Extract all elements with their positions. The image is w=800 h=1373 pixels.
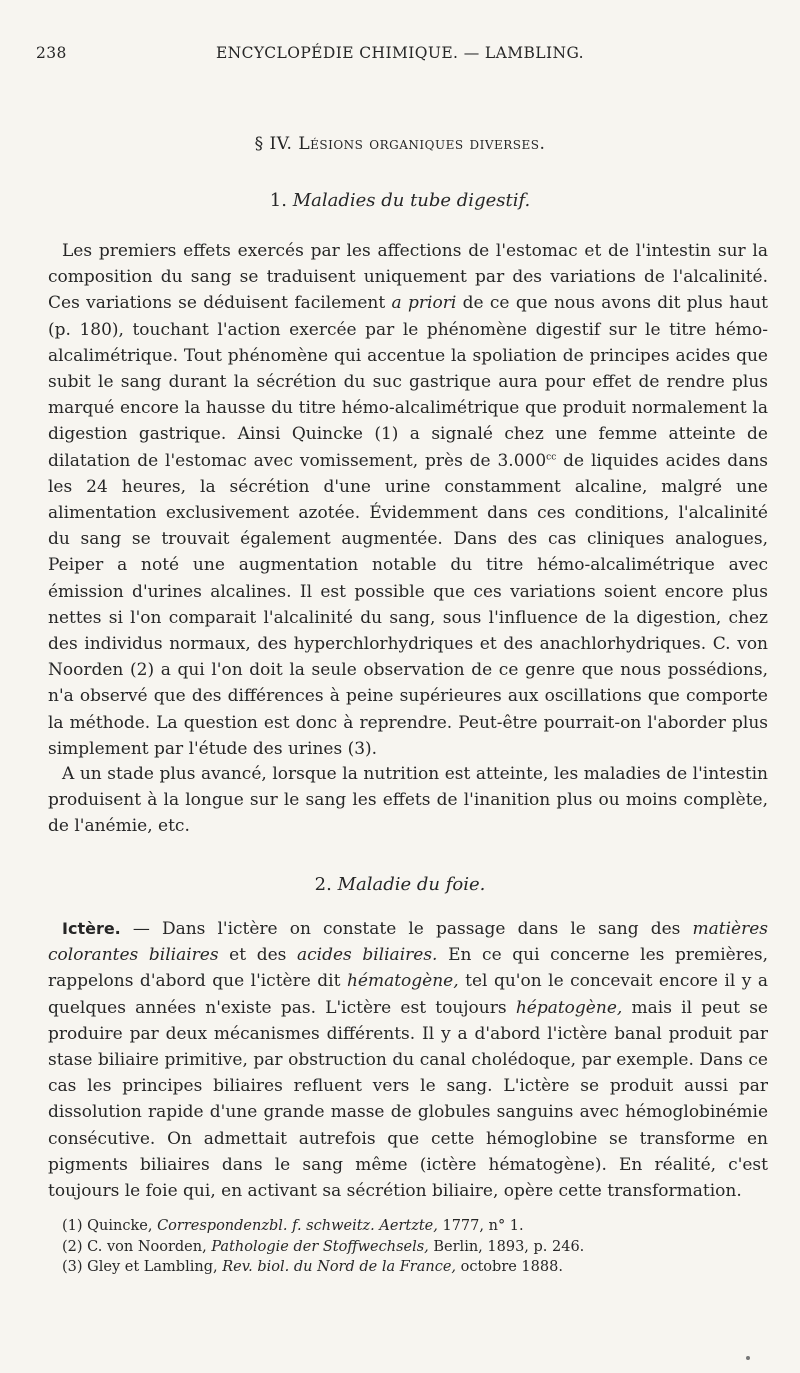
paragraph-3 xyxy=(48,916,768,1204)
text-run: Quincke, xyxy=(82,1218,158,1234)
paragraph-1 xyxy=(48,238,768,762)
paragraph-2 xyxy=(48,761,768,840)
italic-run: hématogène, xyxy=(346,971,459,992)
footnotes xyxy=(62,1216,762,1278)
section-heading xyxy=(0,134,800,154)
text-run: C. von Noorden, xyxy=(82,1238,212,1255)
text-run: — Dans l'ictère on constate le passage dans le sang des xyxy=(120,919,693,939)
footnote-number: (3) xyxy=(62,1259,83,1275)
subsection-heading-1 xyxy=(0,190,800,211)
text-run: de liquides acides dans les 24 heures, la sécrétion d'une urine constamment alcaline, malgré une alimentation exclusivement azotée. Évidemment dans ces conditions, l'alcalinité du sang se trouvait également augmentée. Dans des cas cliniques analogues, Peiper a noté une augmentation notable du titre hémo-alcalimétrique avec émission d'urines alcalines. Il est possible que ces variations soient encore plus nettes si l'on comparait l'alcalinité du sang, sous l'influence de la digestion, chez des individus normaux, des hyperchlorhydriques et des anachlorhydriques. C. von Noorden (2) a qui l'on doit la seule observation de ce genre que nous possédions, n'a observé que des différences à peine supérieures aux oscillations que comporte la méthode. La question est donc à reprendre. Peut-être pourrait-on l'aborder plus simplement par l'étude des urines (3). xyxy=(48,450,768,759)
text-run: 1777, n° 1. xyxy=(437,1218,524,1234)
text-run: Les premiers effets exercés par les affections de l'estomac et de l'intestin sur la composition du sang se traduisent uniquement par des variations de l'alcalinité. Ces variations se déduisent facilement xyxy=(48,241,768,314)
text-run: tel qu'on le concevait encore il y a quelques années n'existe pas. L'ictère est toujours xyxy=(48,971,768,1018)
subsection-heading-2 xyxy=(0,874,800,895)
subsection-number: 2. xyxy=(314,874,332,895)
italic-run: Correspondenzbl. f. schweitz. Aertzte, xyxy=(157,1218,438,1234)
subsection-title: Maladies du tube digestif. xyxy=(292,190,531,211)
page-number: 238 xyxy=(36,44,67,62)
text-run: mais il peut se produire par deux mécanismes différents. Il y a d'abord l'ictère banal produit par stase biliaire primitive, par obstruction du canal cholédoque, par exemple. Dans ce cas les principes biliaires refluent vers le sang. L'ictère se produit aussi par dissolution rapide d'une grande masse de globules sanguins avec hémoglobinémie consécutive. On admettait autrefois que cette hémoglobine se transforme en pigments biliaires dans le sang même (ictère hématogène). En réalité, c'est toujours le foie qui, en activant sa sécrétion biliaire, opère cette transformation. xyxy=(48,997,768,1202)
text-run: et des xyxy=(218,945,297,966)
ink-speck xyxy=(746,1356,750,1360)
italic-run: matières colorantes biliaires xyxy=(48,919,768,966)
footnote-number: (1) xyxy=(62,1218,83,1234)
footnote-number: (2) xyxy=(62,1238,83,1255)
italic-run: hépatogène, xyxy=(515,997,623,1018)
running-title: ENCYCLOPÉDIE CHIMIQUE. — LAMBLING. xyxy=(215,44,585,62)
text-run: octobre 1888. xyxy=(456,1259,563,1275)
footnote-3 xyxy=(62,1257,762,1278)
text-run: Berlin, 1893, p. 246. xyxy=(428,1238,585,1255)
text-run: En ce qui concerne les premières, rappelons d'abord que l'ictère dit xyxy=(48,945,769,992)
subsection-number: 1. xyxy=(269,190,287,211)
italic-run: a priori xyxy=(391,293,457,314)
text-run: de ce que nous avons dit plus haut (p. 180), touchant l'action exercée par le phénomène digestif sur le titre hémo-alcalimétrique. Tout phénomène qui accentue la spoliation de principes acides que subit le sang durant la sécrétion du suc gastrique aura pour effet de rendre plus marqué encore la hausse du titre hémo-alcalimétrique que produit normalement la digestion gastrique. Ainsi Quincke (1) a signalé chez une femme atteinte de dilatation de l'estomac avec vomissement, près de 3.000 xyxy=(48,293,768,471)
footnote-2 xyxy=(62,1237,762,1258)
italic-run: Pathologie der Stoffwechsels, xyxy=(211,1238,429,1255)
subsection-title: Maladie du foie. xyxy=(337,874,486,895)
text-run: A un stade plus avancé, lorsque la nutrition est atteinte, les maladies de l'intestin produisent à la longue sur le sang les effets de l'inanition plus ou moins complète, de l'anémie, etc. xyxy=(48,764,768,837)
italic-run: acides biliaires. xyxy=(296,945,438,966)
italic-run: Rev. biol. du Nord de la France, xyxy=(222,1259,457,1275)
superscript: cc xyxy=(546,451,557,462)
text-run: Gley et Lambling, xyxy=(82,1259,223,1275)
keyword: Ictère. xyxy=(62,919,121,938)
section-title: Lésions organiques diverses. xyxy=(298,134,546,154)
footnote-1 xyxy=(62,1216,762,1237)
section-mark: § IV. xyxy=(254,134,293,154)
